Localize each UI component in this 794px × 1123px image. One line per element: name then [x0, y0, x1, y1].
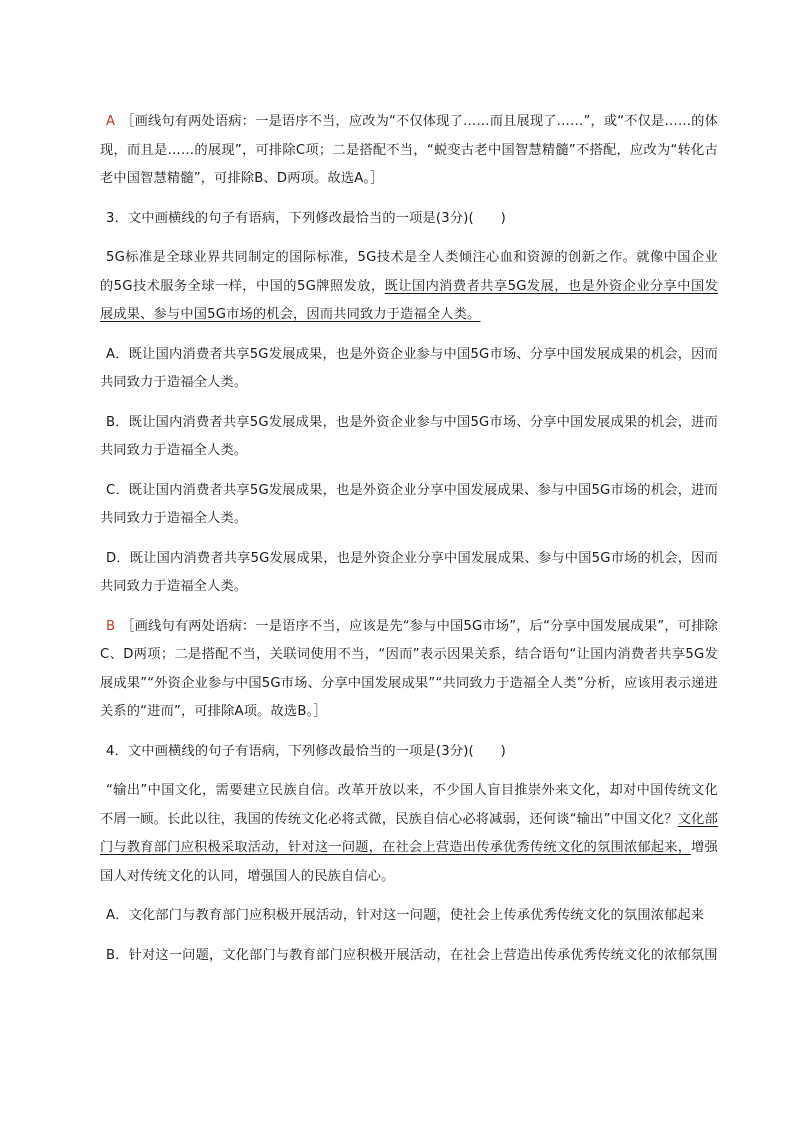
- answer-letter: A: [106, 114, 116, 129]
- option-c: C．既让国内消费者共享5G发展成果，也是外资企业分享中国发展成果、参与中国5G市场的机会，进而共同致力于造福全人类。: [100, 482, 718, 526]
- option-b: B．针对这一问题，文化部门与教育部门应积极开展活动，在社会上营造出传承优秀传统文化的浓郁氛围: [106, 947, 718, 963]
- option-a: A．文化部门与教育部门应积极开展活动，针对这一问题，使社会上传承优秀传统文化的氛围浓郁起来: [106, 908, 705, 923]
- passage-text: 5G标准是全球业界共同制定的国际标准，5G技术是全人类倾注心血和资源的创新之作。就像中国企业的5G技术服务全球一样，中国的5G牌照发放，: [100, 250, 718, 294]
- option-d: D．既让国内消费者共享5G发展成果，也是外资企业分享中国发展成果、参与中国5G市场的机会，因而共同致力于造福全人类。: [100, 550, 718, 594]
- passage-text: “输出”中国文化，需要建立民族自信。改革开放以来，不少国人盲目推崇外来文化，却对中国传统文化不屑一顾。长此以往，我国的传统文化必将式微，民族自信心必将减弱，还何谈“输出”中国文化？: [100, 783, 718, 827]
- passage-tail: 增强国人对传统文化的认同，增强国人的民族自信心。: [100, 840, 718, 884]
- answer-letter: B: [106, 618, 116, 634]
- question-4-stem: 4．文中画横线的句子有语病，下列修改最恰当的一项是(3分)( ): [106, 743, 507, 759]
- explanation-text: ［画线句有两处语病：一是语序不当，应改为“不仅体现了……而且展现了……”，或“不仅是……的体现，而且是……的展现”，可排除C项；二是搭配不当，“蜕变古老中国智慧精髓”不搭配，应改为“转化古老中国智慧精髓”，可排除B、D两项。故选A。］: [100, 114, 718, 186]
- document-page: [100, 108, 718, 981]
- option-a: A．既让国内消费者共享5G发展成果，也是外资企业参与中国5G市场、分享中国发展成果的机会，因而共同致力于造福全人类。: [100, 346, 718, 390]
- question-3-stem: 3．文中画横线的句子有语病，下列修改最恰当的一项是(3分)( ): [106, 210, 507, 226]
- underlined-sentence: 文化部门与教育部门应积极采取活动，针对这一问题，在社会上营造出传承优秀传统文化的氛围浓郁起来，: [100, 811, 718, 855]
- question-4-passage: [100, 777, 718, 891]
- explanation-text: ［画线句有两处语病：一是语序不当，应该是先“参与中国5G市场”，后“分享中国发展成果”，可排除C、D两项；二是搭配不当，关联词使用不当，“因而”表示因果关系，结合语句“让国内消费者共享5G发展成果”“外资企业参与中国5G市场、分享中国发展成果”“共同致力于造福全人类”分析，应该用表示递进关系的“进而”，可排除A项。故选B。］: [100, 618, 718, 719]
- option-b: B．既让国内消费者共享5G发展成果，也是外资企业参与中国5G市场、分享中国发展成果的机会，进而共同致力于造福全人类。: [100, 414, 718, 458]
- answer-explanation-block1: [100, 108, 718, 194]
- question-3-passage: [100, 244, 718, 330]
- question-3-answer: [100, 613, 718, 727]
- underlined-sentence: 既让国内消费者共享5G发展，也是外资企业分享中国发展成果、参与中国5G市场的机会，因而共同致力于造福全人类。: [100, 278, 719, 322]
